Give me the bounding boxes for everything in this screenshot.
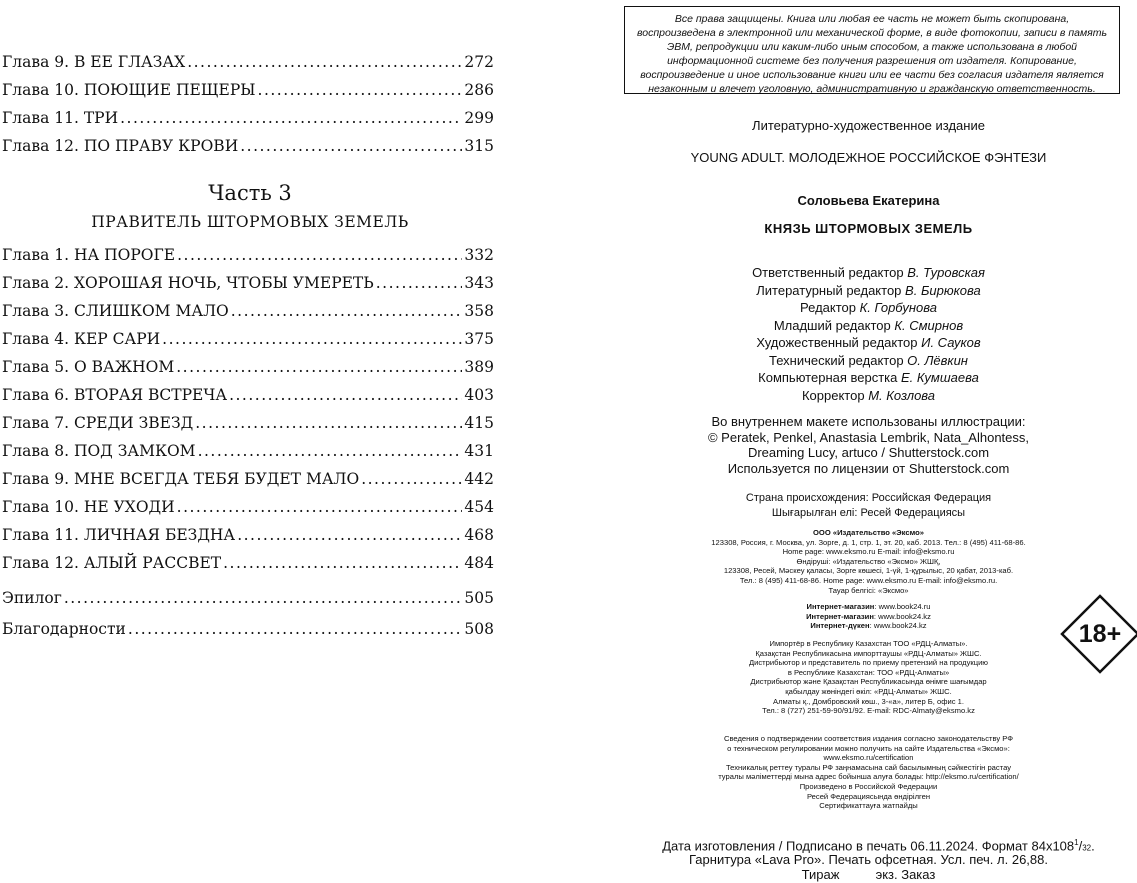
publisher-line: 123308, Россия, г. Москва, ул. Зорге, д. 1, стр. 1, эт. 20, каб. 2013. Тел.: 8 (495) 411-68-86.	[711, 537, 1026, 547]
dot-leader	[361, 470, 462, 488]
toc-entry-page: 442	[464, 470, 494, 488]
book-title: КНЯЗЬ ШТОРМОВЫХ ЗЕМЕЛЬ	[764, 221, 973, 236]
dot-leader	[162, 330, 462, 348]
toc-entry-page: 454	[464, 498, 494, 516]
dot-leader	[187, 53, 462, 71]
certification-line: Техникалық реттеу туралы РФ заңнамасына сай басылымның сәйкестігін растау	[725, 762, 1012, 772]
toc-entry[interactable]	[2, 81, 494, 105]
toc-entry-page: 505	[464, 589, 494, 607]
credit-line	[600, 334, 1137, 352]
country-of-origin	[600, 491, 1137, 521]
dot-leader	[177, 498, 463, 516]
importer-line: Дистрибьютор и представитель по приему претензий на продукцию	[748, 658, 989, 668]
toc-entry-page: 358	[464, 302, 494, 320]
toc-entry-page: 332	[464, 246, 494, 264]
toc-entry[interactable]	[2, 246, 494, 270]
toc-entry[interactable]	[2, 137, 494, 161]
table-of-contents	[0, 0, 500, 880]
illustrations-line: Во внутреннем макете использованы иллюстрации:	[711, 414, 1026, 429]
shop-label: Интернет-магазин	[806, 611, 874, 621]
publisher-line: Тауар белгісі: «Эксмо»	[828, 585, 909, 595]
certification-line: www.eksmo.ru/certification	[823, 753, 914, 763]
dot-leader	[229, 386, 462, 404]
edition-type: Литературно-художественное издание	[752, 118, 985, 133]
credit-line	[600, 369, 1137, 387]
toc-entry-page: 389	[464, 358, 494, 376]
toc-entry-page: 484	[464, 554, 494, 572]
illustrations-credit	[600, 414, 1137, 476]
importer-line: Қазақстан Республикасына импорттаушы «РДЦ-Алматы» ЖШС.	[755, 648, 982, 658]
credit-name: О. Лёвкин	[907, 352, 968, 368]
dot-leader	[231, 302, 463, 320]
age-rating-text: 18+	[1078, 620, 1122, 648]
importer-info	[600, 639, 1137, 716]
toc-entry-epilogue[interactable]	[2, 589, 494, 613]
certification-line: туралы мәліметтерді мына адрес бойынша алуға болады: http://eksmo.ru/certification/	[718, 772, 1019, 782]
dot-leader	[64, 589, 463, 607]
importer-line: Дистрибьютор және Қазақстан Республикасында өнімге шағымдар	[750, 677, 987, 687]
toc-entry-page: 415	[464, 414, 494, 432]
print-details-line3: Тираж экз. Заказ	[801, 867, 936, 882]
importer-line: Импортёр в Республику Казахстан ТОО «РДЦ-Алматы».	[769, 639, 968, 648]
toc-entry-page: 508	[464, 620, 494, 638]
dot-leader	[198, 442, 463, 460]
importer-line: қабылдау жөніндегі өкіл: «РДЦ-Алматы» ЖШС.	[785, 686, 952, 696]
toc-entry-page: 375	[464, 330, 494, 348]
toc-entry-page: 272	[464, 53, 494, 71]
toc-entry[interactable]	[2, 274, 494, 298]
dot-leader	[258, 81, 463, 99]
dot-leader	[376, 274, 463, 292]
format-numerator: 1	[1074, 838, 1079, 847]
dot-leader	[237, 526, 462, 544]
age-rating-badge	[1060, 594, 1137, 674]
copyright-notice-box: Все права защищены. Книга или любая ее часть не может быть скопирована, воспроизведена в электронной или механической форме, в виде фотокопии, записи в память ЭВМ, репродукции или каким-либо иным способом, а также использована в любой информационной системе без получения разрешения от издателя. Копирование, воспроизведение и иное использование книги или ее части без согласия издателя является незаконным и влечет уголовную, административную и гражданскую ответственность.	[624, 6, 1120, 94]
format-end: .	[1091, 838, 1095, 854]
credit-name: К. Смирнов	[894, 317, 964, 333]
publisher-info	[600, 528, 1137, 595]
format-slash: /	[1078, 838, 1083, 854]
credit-name: В. Бирюкова	[905, 282, 981, 298]
dot-leader	[177, 246, 462, 264]
toc-entry-label: Глава 12. АЛЫЙ РАССВЕТ	[2, 554, 222, 572]
credit-line	[600, 299, 1137, 317]
certification-line: Сведения о подтверждении соответствия издания согласно законодательству РФ	[723, 734, 1014, 743]
shop-label: Интернет-магазин	[806, 602, 875, 611]
toc-entry-page: 468	[464, 526, 494, 544]
dot-leader	[223, 554, 462, 572]
toc-entry-page: 403	[464, 386, 494, 404]
credit-name: М. Козлова	[868, 387, 936, 403]
certification-line: о техническом регулировании можно получить на сайте Издательства «Эксмо»:	[727, 743, 1010, 753]
shop-line	[600, 612, 1137, 622]
certification-info	[600, 734, 1137, 811]
importer-line: Алматы қ., Домбровский көш., 3-«а», литер Б, офис 1.	[773, 696, 964, 706]
certification-line: Произведено в Российской Федерации	[799, 781, 938, 791]
illustrations-line: © Peratek, Penkel, Anastasia Lembrik, Nata_Alhontess,	[707, 429, 1030, 445]
publisher-line: ООО «Издательство «Эксмо»	[813, 528, 924, 537]
publisher-line: Тел.: 8 (495) 411-68-86. Home page: www.eksmo.ru E-mail: info@eksmo.ru.	[739, 575, 998, 585]
toc-entry-page: 299	[464, 109, 494, 127]
print-details-line2: Гарнитура «Lava Pro». Печать офсетная. Усл. печ. л. 26,88.	[689, 852, 1048, 867]
illustrations-line: Dreaming Lucy, artuco / Shutterstock.com	[747, 445, 990, 460]
toc-entry-label: Глава 4. КЕР САРИ	[2, 330, 161, 348]
dot-leader	[240, 137, 462, 155]
certification-line: Ресей Федерациясында өндірілген	[806, 791, 931, 801]
toc-entry-label: Глава 10. НЕ УХОДИ	[2, 498, 175, 516]
toc-entry[interactable]	[2, 358, 494, 382]
toc-entry-label: Глава 3. СЛИШКОМ МАЛО	[2, 302, 229, 320]
toc-entry-page: 315	[464, 137, 494, 155]
dot-leader	[176, 358, 462, 376]
credit-line	[600, 387, 1137, 405]
toc-entry[interactable]	[2, 109, 494, 133]
toc-entry-label: Глава 9. В ЕЕ ГЛАЗАХ	[2, 53, 186, 71]
dot-leader	[120, 109, 462, 127]
credit-name: И. Сауков	[921, 335, 981, 350]
toc-entry-label: Глава 11. ТРИ	[2, 109, 119, 127]
toc-entry-label: Глава 9. МНЕ ВСЕГДА ТЕБЯ БУДЕТ МАЛО	[2, 470, 360, 488]
importer-line: Тел.: 8 (727) 251-59-90/91/92. E-mail: RDC-Almaty@eksmo.kz	[762, 706, 975, 716]
credit-line	[600, 352, 1137, 370]
credit-role: Младший редактор	[773, 317, 891, 333]
credit-role: Ответственный редактор	[752, 265, 904, 280]
toc-entry-label: Глава 5. О ВАЖНОМ	[2, 358, 175, 376]
toc-entry-label: Глава 12. ПО ПРАВУ КРОВИ	[2, 137, 239, 155]
certification-line: Сертификаттауға жатпайды	[819, 801, 918, 811]
toc-entry-label: Глава 11. ЛИЧНАЯ БЕЗДНА	[2, 526, 236, 544]
toc-entry[interactable]	[2, 53, 494, 77]
toc-entry-page: 286	[464, 81, 494, 99]
toc-entry-label: Глава 7. СРЕДИ ЗВЕЗД	[2, 414, 194, 432]
publisher-line: Home page: www.eksmo.ru E-mail: info@eksmo.ru	[782, 547, 955, 557]
toc-entry[interactable]	[2, 498, 494, 522]
credit-role: Редактор	[800, 300, 856, 315]
credit-line	[600, 264, 1137, 282]
toc-entry-acknowledgments[interactable]	[2, 620, 494, 644]
origin-line: Страна происхождения: Российская Федерация	[745, 492, 992, 504]
shop-line	[600, 602, 1137, 612]
toc-entry[interactable]	[2, 330, 494, 354]
toc-entry[interactable]	[2, 414, 494, 438]
imprint-page	[600, 0, 1137, 880]
credit-role: Художественный редактор	[756, 335, 918, 350]
credit-role: Корректор	[801, 387, 865, 403]
shop-url[interactable]: : www.book24.kz	[873, 611, 931, 621]
shop-url[interactable]: : www.book24.ru	[874, 602, 931, 611]
author-name: Соловьева Екатерина	[797, 193, 940, 208]
toc-entry[interactable]	[2, 386, 494, 410]
credit-line	[600, 317, 1137, 335]
toc-entry-page: 343	[464, 274, 494, 292]
toc-entry-label: Глава 1. НА ПОРОГЕ	[2, 246, 176, 264]
dot-leader	[195, 414, 462, 432]
shop-label: Интернет-дүкен	[810, 621, 870, 631]
toc-entry-label: Эпилог	[2, 589, 62, 607]
toc-entry-label: Благодарности	[2, 620, 126, 638]
toc-entry[interactable]	[2, 470, 494, 494]
credit-role: Компьютерная верстка	[758, 370, 898, 385]
format-denominator: 32	[1082, 843, 1092, 853]
credit-role: Технический редактор	[769, 352, 904, 368]
publisher-line: Өндіруші: «Издательство «Эксмо» ЖШҚ,	[796, 556, 941, 566]
toc-entry-label: Глава 2. ХОРОШАЯ НОЧЬ, ЧТОБЫ УМЕРЕТЬ	[2, 274, 374, 292]
credit-line	[600, 282, 1137, 300]
toc-entry-label: Глава 6. ВТОРАЯ ВСТРЕЧА	[2, 386, 228, 404]
publisher-line: 123308, Ресей, Мәскеу қаласы, Зорге көшесі, 1-үй, 1-құрылыс, 20 қабат, 2013-каб.	[723, 566, 1014, 576]
toc-entry-label: Глава 10. ПОЮЩИЕ ПЕЩЕРЫ	[2, 81, 256, 99]
shop-url[interactable]: : www.book24.kz	[869, 621, 927, 631]
toc-entry[interactable]	[2, 442, 494, 466]
importer-line: в Республике Казахстан: ТОО «РДЦ-Алматы»	[787, 667, 950, 677]
credit-name: К. Горбунова	[859, 300, 937, 315]
credit-name: В. Туровская	[907, 265, 985, 280]
toc-entry-label: Глава 8. ПОД ЗАМКОМ	[2, 442, 196, 460]
credits-list	[600, 264, 1137, 404]
illustrations-line: Используется по лицензии от Shutterstock.com	[727, 460, 1010, 476]
series-title: YOUNG ADULT. МОЛОДЕЖНОЕ РОССИЙСКОЕ ФЭНТЕЗИ	[690, 150, 1047, 165]
toc-entry[interactable]	[2, 302, 494, 326]
credit-role: Литературный редактор	[756, 282, 902, 298]
part3-subtitle: ПРАВИТЕЛЬ ШТОРМОВЫХ ЗЕМЕЛЬ	[91, 213, 409, 231]
part3-heading: Часть 3	[208, 181, 292, 205]
print-format-text: Дата изготовления / Подписано в печать 06.11.2024. Формат 84х108	[662, 838, 1075, 854]
origin-line: Шығарылған елі: Ресей Федерациясы	[771, 507, 966, 519]
online-shops	[600, 602, 1137, 631]
dot-leader	[128, 620, 463, 638]
credit-name: Е. Кумшаева	[901, 370, 979, 385]
shop-line	[600, 621, 1137, 631]
toc-entry[interactable]	[2, 554, 494, 578]
toc-entry-page: 431	[464, 442, 494, 460]
toc-entry[interactable]	[2, 526, 494, 550]
